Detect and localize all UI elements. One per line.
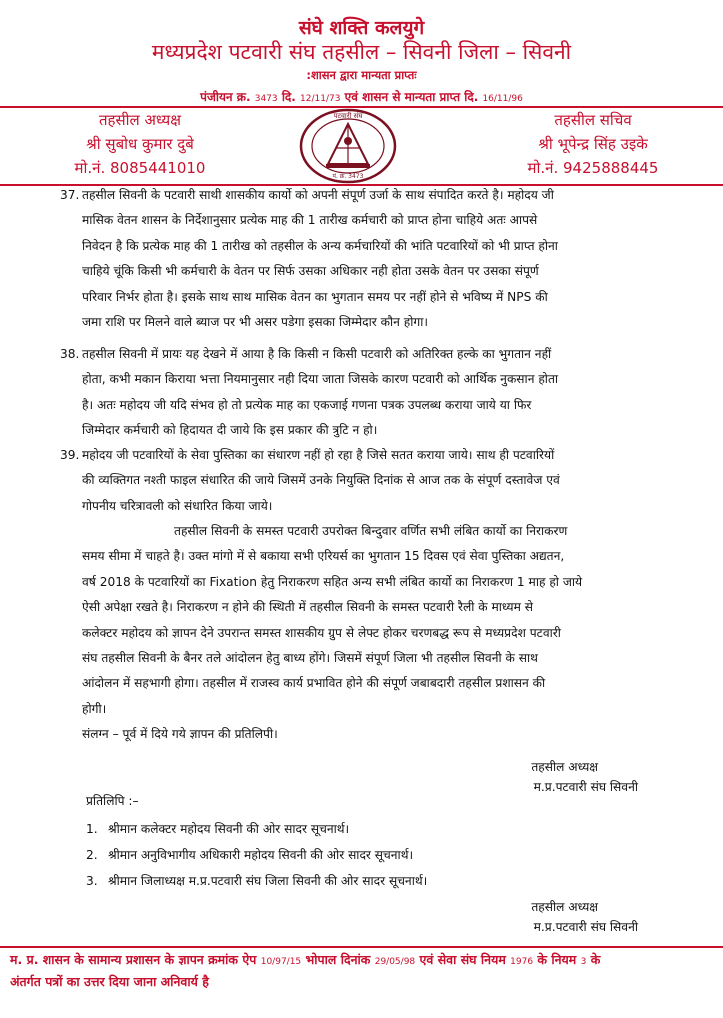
text-line: है। अतः महोदय जी यदि संभव हो तो प्रत्येक माह का एकजाई गणना पत्रक उपलब्ध कराया जाये या फिर <box>82 397 532 412</box>
point-number: 39. <box>60 448 80 462</box>
text-line: होता, कभी मकान किराया भत्ता नियमानुसार नही दिया जाता जिसके कारण पटवारी को आर्थिक नुकसान होता <box>82 372 559 387</box>
footer-note <box>10 950 715 991</box>
right-name: श्री भूपेन्द्र सिंह उइके <box>538 135 648 153</box>
right-mobile: मो.नं. 9425888445 <box>527 159 659 177</box>
union-title: मध्यप्रदेश पटवारी संघ तहसील – सिवनी जिला – सिवनी <box>151 40 572 64</box>
point-39-text <box>82 443 666 519</box>
text-line: ऐसी अपेक्षा रखते है। निराकरण न होने की स्थिती में तहसील सिवनी के समस्त पटवारी रैली के माध्यम से <box>82 600 533 615</box>
text-line: संघ तहसील सिवनी के बैनर तले आंदोलन हेतु बाध्य होंगे। जिसमें संपूर्ण जिला भी तहसील सिवनी के साथ <box>82 651 538 666</box>
reg-di: दि. <box>281 90 296 104</box>
copy-item-text: श्रीमान अनुविभागीय अधिकारी महोदय सिवनी की ओर सादर सूचनार्थ। <box>108 848 414 862</box>
seal-reg: पं. क्र. 3473 <box>332 173 364 180</box>
footer-text: के <box>590 952 601 967</box>
signature-block <box>430 757 638 797</box>
reg-date-2: 16/11/96 <box>482 94 523 104</box>
point-number: 38. <box>60 347 80 361</box>
text-line: तहसील सिवनी के पटवारी साथी शासकीय कार्यो को अपनी संपूर्ण उर्जा के साथ संपादित करते है। महोदय जी <box>82 188 554 202</box>
copy-item-number: 2. <box>86 848 98 862</box>
official-right <box>488 108 698 180</box>
seal-text: पटवारी संघ <box>333 112 363 120</box>
footer-memo-no: 10/97/15 <box>260 957 302 967</box>
enclosure-note: संलग्न – पूर्व में दिये गये ज्ञापन की प्रतिलिपी। <box>82 727 278 742</box>
footer-rule-no: 3 <box>580 957 587 967</box>
text-line: कलेक्टर महोदय को ज्ञापन देने उपरान्त समस्त शासकीय ग्रुप से लेफ्ट होकर चरणबद्ध रूप से मध्यप्रदेश पटवारी <box>82 625 561 640</box>
footer-line-2: अंतर्गत पत्रों का उत्तर दिया जाना अनिवार्य है <box>10 974 209 989</box>
official-left <box>40 108 240 180</box>
point-37-text <box>82 183 666 335</box>
copy-to-title: प्रतिलिपि :– <box>86 794 139 808</box>
copy-item-number: 3. <box>86 874 98 888</box>
text-line: मासिक वेतन शासन के निर्देशानुसार प्रत्येक माह की 1 तारीख कर्मचारी को प्राप्त होना चाहिये अतः आपसे <box>82 213 538 228</box>
text-line: परिवार निर्भर होता है। इसके साथ साथ मासिक वेतन का भुगतान समय पर नहीं होने से भविष्य में NPS की <box>82 289 548 304</box>
footer-date: 29/05/98 <box>374 957 416 967</box>
text-line: जिम्मेदार कर्मचारी को हिदायत दी जाये कि इस प्रकार की त्रुटि न हो। <box>82 423 378 438</box>
text-line: निवेदन है कि प्रत्येक माह की 1 तारीख को तहसील के अन्य कर्मचारियों की भांति पटवारियों को भी प्राप्त होना <box>82 238 558 253</box>
text-line: वर्ष 2018 के पटवारियों का Fixation हेतु निराकरण सहित अन्य सभी लंबित कार्यो का निराकरण 1 माह हो जाये <box>82 574 583 589</box>
footer-line-1 <box>10 950 715 972</box>
copy-to-item <box>86 845 413 865</box>
text-line: होगी। <box>82 701 107 716</box>
copy-to-item <box>86 819 349 839</box>
footer-text: भोपाल दिनांक <box>305 952 371 967</box>
text-line: महोदय जी पटवारियों के सेवा पुस्तिका का संधारण नहीं हो रहा है जिसे सतत कराया जाये। साथ ही पटवारियों <box>82 448 555 462</box>
signature-org: म.प्र.पटवारी संघ सिवनी <box>533 780 638 794</box>
footer-divider <box>0 946 723 948</box>
right-designation: तहसील सचिव <box>554 111 632 129</box>
point-38-text <box>82 342 666 444</box>
text-line: गोपनीय चरित्रावली को संधारित किया जाये। <box>82 498 273 513</box>
signature-designation: तहसील अध्यक्ष <box>531 900 598 914</box>
point-number: 37. <box>60 188 80 202</box>
footer-text: एवं सेवा संघ नियम <box>419 952 506 967</box>
text-line: की व्यक्तिगत नश्ती फाइल संधारित की जाये जिसमें उनके नियुक्ति दिनांक से आज तक के संपूर्ण दस्तावेज एवं <box>82 473 560 488</box>
reg-prefix: पंजीयन क्र. <box>200 90 251 104</box>
reg-mid: एवं शासन से मान्यता प्राप्त दि. <box>344 90 479 104</box>
copy-to-item <box>86 871 427 891</box>
signature-designation: तहसील अध्यक्ष <box>531 760 598 774</box>
footer-year: 1976 <box>510 957 534 967</box>
footer-text: म. प्र. शासन के सामान्य प्रशासन के ज्ञापन क्रमांक ऐप <box>10 952 257 967</box>
reg-date-1: 12/11/73 <box>300 94 341 104</box>
left-mobile: मो.नं. 8085441010 <box>74 159 206 177</box>
union-seal-logo <box>298 108 398 184</box>
text-line: तहसील सिवनी में प्रायः यह देखने में आया है कि किसी न किसी पटवारी को अतिरिक्त हल्के का भुगतान नहीं <box>82 347 552 361</box>
copy-item-text: श्रीमान कलेक्टर महोदय सिवनी की ओर सादर सूचनार्थ। <box>108 822 350 836</box>
text-line: तहसील सिवनी के समस्त पटवारी उपरोक्त बिन्दुवार वर्णित सभी लंबित कार्यो का निराकरण <box>174 524 568 538</box>
copy-item-text: श्रीमान जिलाध्यक्ष म.प्र.पटवारी संघ जिला सिवनी की ओर सादर सूचनार्थ। <box>108 874 428 888</box>
signature-org: म.प्र.पटवारी संघ सिवनी <box>533 920 638 934</box>
left-name: श्री सुबोध कुमार दुबे <box>86 135 194 153</box>
motto: संघे शक्ति कलयुगे <box>298 17 425 39</box>
text-line: चाहिये चूंकि किसी भी कर्मचारी के वेतन पर सिर्फ उसका अधिकार नही होता उसके वेतन पर उसका संपूर्ण <box>82 264 539 279</box>
copy-item-number: 1. <box>86 822 98 836</box>
registration-line <box>0 88 723 105</box>
signature-block <box>430 897 638 937</box>
footer-text: के नियम <box>537 952 577 967</box>
conclusion-paragraph <box>82 519 666 748</box>
left-designation: तहसील अध्यक्ष <box>98 111 182 129</box>
text-line: समय सीमा में चाहते है। उक्त मांगो में से बकाया सभी एरियर्स का भुगतान 15 दिवस एवं सेवा पुस्तिका अद्यतन, <box>82 549 565 564</box>
reg-number: 3473 <box>254 94 278 104</box>
recognition-line: :शासन द्वारा मान्यता प्राप्तः <box>306 68 417 82</box>
text-line: आंदोलन में सहभागी होगा। तहसील में राजस्व कार्य प्रभावित होने की संपूर्ण जबाबदारी तहसील प्रशासन की <box>82 676 546 691</box>
text-line: जमा राशि पर मिलने वाले ब्याज पर भी असर पडेगा इसका जिम्मेदार कौन होगा। <box>82 315 429 330</box>
